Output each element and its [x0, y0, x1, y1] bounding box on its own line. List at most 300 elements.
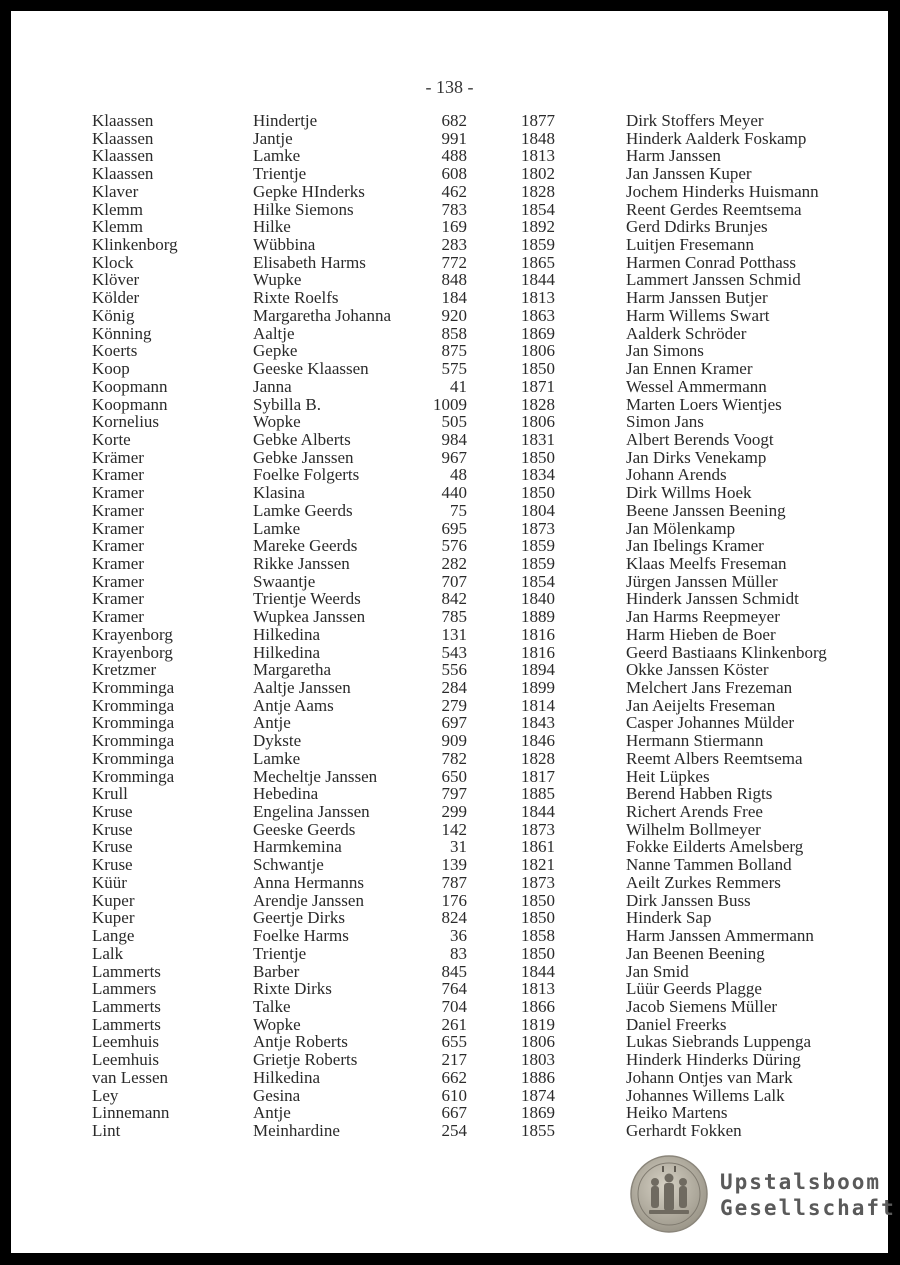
surname-cell: Kramer [92, 571, 144, 591]
spouse-cell: Jochem Hinderks Huismann [626, 181, 819, 201]
register-row [11, 838, 888, 856]
spouse-cell: Lammert Janssen Schmid [626, 270, 801, 290]
year-cell: 1850 [521, 483, 555, 503]
register-row [11, 466, 888, 484]
spouse-cell: Wilhelm Bollmeyer [626, 819, 761, 839]
register-row [11, 927, 888, 945]
register-row [11, 590, 888, 608]
given-name-cell: Janna [253, 376, 292, 396]
surname-cell: Krayenborg [92, 642, 173, 662]
register-row [11, 307, 888, 325]
spouse-cell: Heiko Martens [626, 1103, 728, 1123]
given-name-cell: Hebedina [253, 784, 319, 804]
spouse-cell: Reent Gerdes Reemtsema [626, 199, 802, 219]
register-row [11, 945, 888, 963]
spouse-cell: Geerd Bastiaans Klinkenborg [626, 642, 827, 662]
register-row [11, 679, 888, 697]
entry-number-cell: 254 [441, 1120, 467, 1140]
surname-cell: Klemm [92, 199, 143, 219]
register-row [11, 112, 888, 130]
surname-cell: Kromminga [92, 713, 175, 733]
spouse-cell: Jacob Siemens Müller [626, 996, 778, 1016]
year-cell: 1873 [521, 518, 555, 538]
spouse-cell: Jan Mölenkamp [626, 518, 736, 538]
year-cell: 1850 [521, 908, 555, 928]
spouse-cell: Casper Johannes Mülder [626, 713, 795, 733]
entry-number-cell: 610 [441, 1085, 467, 1105]
year-cell: 1840 [521, 589, 555, 609]
spouse-cell: Aeilt Zurkes Remmers [626, 872, 781, 892]
given-name-cell: Antje Aams [253, 695, 334, 715]
entry-number-cell: 299 [441, 802, 467, 822]
spouse-cell: Johann Arends [626, 465, 727, 485]
given-name-cell: Anna Hermanns [253, 872, 364, 892]
surname-cell: Leemhuis [92, 1032, 160, 1052]
given-name-cell: Schwantje [253, 855, 324, 875]
surname-cell: Ley [92, 1085, 119, 1105]
register-row [11, 218, 888, 236]
register-row [11, 661, 888, 679]
spouse-cell: Dirk Janssen Buss [626, 890, 751, 910]
register-row [11, 183, 888, 201]
spouse-cell: Gerd Ddirks Brunjes [626, 217, 768, 237]
surname-cell: Kruse [92, 819, 133, 839]
surname-cell: Kruse [92, 837, 133, 857]
entry-number-cell: 845 [441, 961, 467, 981]
entry-number-cell: 576 [441, 536, 467, 556]
spouse-cell: Albert Berends Voogt [626, 429, 774, 449]
entry-number-cell: 848 [441, 270, 467, 290]
spouse-cell: Okke Janssen Köster [626, 660, 769, 680]
entry-number-cell: 31 [450, 837, 467, 857]
given-name-cell: Klasina [253, 483, 305, 503]
given-name-cell: Rixte Dirks [253, 979, 332, 999]
given-name-cell: Wupke [253, 270, 302, 290]
spouse-cell: Jan Ennen Kramer [626, 359, 753, 379]
year-cell: 1834 [521, 465, 555, 485]
register-row [11, 555, 888, 573]
entry-number-cell: 787 [441, 872, 467, 892]
year-cell: 1850 [521, 890, 555, 910]
entry-number-cell: 556 [441, 660, 467, 680]
year-cell: 1850 [521, 943, 555, 963]
year-cell: 1859 [521, 553, 555, 573]
document-page [11, 11, 896, 1253]
register-table [11, 112, 888, 1140]
year-cell: 1850 [521, 359, 555, 379]
year-cell: 1814 [521, 695, 555, 715]
entry-number-cell: 682 [441, 111, 467, 130]
surname-cell: Kramer [92, 518, 144, 538]
year-cell: 1828 [521, 748, 555, 768]
register-row [11, 1051, 888, 1069]
entry-number-cell: 142 [441, 819, 467, 839]
given-name-cell: Geertje Dirks [253, 908, 346, 928]
given-name-cell: Grietje Roberts [253, 1050, 358, 1070]
year-cell: 1861 [521, 837, 555, 857]
year-cell: 1854 [521, 571, 555, 591]
surname-cell: Klöver [92, 270, 140, 290]
given-name-cell: Geeske Klaassen [253, 359, 369, 379]
spouse-cell: Jan Dirks Venekamp [626, 447, 767, 467]
year-cell: 1802 [521, 164, 555, 184]
register-row [11, 626, 888, 644]
given-name-cell: Hilkedina [253, 624, 321, 644]
surname-cell: Lammerts [92, 996, 161, 1016]
entry-number-cell: 462 [441, 181, 467, 201]
surname-cell: Lange [92, 926, 135, 946]
surname-cell: Lammers [92, 979, 157, 999]
surname-cell: Kromminga [92, 766, 175, 786]
year-cell: 1806 [521, 412, 555, 432]
surname-cell: Klaassen [92, 146, 154, 166]
entry-number-cell: 505 [441, 412, 467, 432]
entry-number-cell: 1009 [433, 394, 467, 414]
spouse-cell: Beene Janssen Beening [626, 500, 786, 520]
register-row [11, 1016, 888, 1034]
given-name-cell: Trientje [253, 164, 307, 184]
given-name-cell: Trientje [253, 943, 307, 963]
register-row [11, 768, 888, 786]
year-cell: 1831 [521, 429, 555, 449]
spouse-cell: Jan Smid [626, 961, 689, 981]
year-cell: 1843 [521, 713, 555, 733]
surname-cell: Lint [92, 1120, 121, 1140]
page-number: - 138 - [425, 77, 474, 97]
entry-number-cell: 707 [441, 571, 467, 591]
given-name-cell: Hilkedina [253, 642, 321, 662]
spouse-cell: Heit Lüpkes [626, 766, 710, 786]
entry-number-cell: 440 [441, 483, 467, 503]
entry-number-cell: 176 [441, 890, 467, 910]
given-name-cell: Jantje [253, 128, 293, 148]
spouse-cell: Harm Janssen Butjer [626, 288, 768, 308]
year-cell: 1846 [521, 731, 555, 751]
surname-cell: Koop [92, 359, 130, 379]
surname-cell: Kölder [92, 288, 140, 308]
given-name-cell: Aaltje Janssen [253, 678, 351, 697]
given-name-cell: Rikke Janssen [253, 553, 350, 573]
surname-cell: Leemhuis [92, 1050, 160, 1070]
surname-cell: Kuper [92, 890, 135, 910]
surname-cell: Klinkenborg [92, 235, 178, 255]
year-cell: 1816 [521, 642, 555, 662]
entry-number-cell: 667 [441, 1103, 467, 1123]
register-row [11, 1087, 888, 1105]
year-cell: 1844 [521, 961, 555, 981]
entry-number-cell: 920 [441, 305, 467, 325]
register-row [11, 484, 888, 502]
given-name-cell: Geeske Geerds [253, 819, 356, 839]
surname-cell: Koerts [92, 341, 138, 361]
surname-cell: Lammerts [92, 961, 161, 981]
entry-number-cell: 875 [441, 341, 467, 361]
surname-cell: Küür [92, 872, 127, 892]
given-name-cell: Mecheltje Janssen [253, 766, 378, 786]
entry-number-cell: 261 [441, 1014, 467, 1034]
spouse-cell: Aalderk Schröder [626, 323, 747, 343]
surname-cell: Koopmann [92, 376, 168, 396]
given-name-cell: Aaltje [253, 323, 295, 343]
spouse-cell: Hermann Stiermann [626, 731, 764, 751]
given-name-cell: Gesina [253, 1085, 301, 1105]
entry-number-cell: 608 [441, 164, 467, 184]
entry-number-cell: 695 [441, 518, 467, 538]
surname-cell: Krämer [92, 447, 144, 467]
register-row [11, 856, 888, 874]
register-row [11, 271, 888, 289]
register-row [11, 289, 888, 307]
year-cell: 1874 [521, 1085, 555, 1105]
surname-cell: Kromminga [92, 678, 175, 697]
given-name-cell: Wopke [253, 1014, 301, 1034]
spouse-cell: Simon Jans [626, 412, 704, 432]
entry-number-cell: 284 [441, 678, 467, 697]
register-row [11, 520, 888, 538]
given-name-cell: Hindertje [253, 111, 318, 130]
spouse-cell: Harmen Conrad Potthass [626, 252, 796, 272]
register-row [11, 201, 888, 219]
register-row [11, 431, 888, 449]
year-cell: 1859 [521, 235, 555, 255]
spouse-cell: Luitjen Fresemann [626, 235, 754, 255]
entry-number-cell: 575 [441, 359, 467, 379]
year-cell: 1806 [521, 1032, 555, 1052]
entry-number-cell: 41 [450, 376, 467, 396]
entry-number-cell: 858 [441, 323, 467, 343]
logo-line-1: Upstalsboom [720, 1170, 882, 1194]
register-row [11, 750, 888, 768]
given-name-cell: Talke [253, 996, 291, 1016]
surname-cell: König [92, 305, 135, 325]
surname-cell: Klaassen [92, 128, 154, 148]
surname-cell: Kramer [92, 553, 144, 573]
given-name-cell: Arendje Janssen [253, 890, 364, 910]
year-cell: 1869 [521, 323, 555, 343]
year-cell: 1828 [521, 181, 555, 201]
surname-cell: Kramer [92, 536, 144, 556]
given-name-cell: Hilkedina [253, 1067, 321, 1087]
surname-cell: Klemm [92, 217, 143, 237]
given-name-cell: Harmkemina [253, 837, 342, 857]
spouse-cell: Johann Ontjes van Mark [626, 1067, 793, 1087]
entry-number-cell: 984 [441, 429, 467, 449]
year-cell: 1863 [521, 305, 555, 325]
entry-number-cell: 785 [441, 607, 467, 627]
year-cell: 1877 [521, 111, 555, 130]
register-row [11, 714, 888, 732]
spouse-cell: Gerhardt Fokken [626, 1120, 742, 1140]
surname-cell: Kromminga [92, 695, 175, 715]
given-name-cell: Gebke Alberts [253, 429, 351, 449]
entry-number-cell: 184 [441, 288, 467, 308]
year-cell: 1866 [521, 996, 555, 1016]
year-cell: 1854 [521, 199, 555, 219]
surname-cell: van Lessen [92, 1067, 169, 1087]
register-row [11, 165, 888, 183]
register-row [11, 537, 888, 555]
entry-number-cell: 824 [441, 908, 467, 928]
register-row [11, 573, 888, 591]
given-name-cell: Margaretha Johanna [253, 305, 391, 325]
surname-cell: Kramer [92, 589, 144, 609]
spouse-cell: Jan Harms Reepmeyer [626, 607, 780, 627]
given-name-cell: Lamke Geerds [253, 500, 353, 520]
surname-cell: Korte [92, 429, 131, 449]
spouse-cell: Harm Willems Swart [626, 305, 770, 325]
surname-cell: Könning [92, 323, 152, 343]
entry-number-cell: 697 [441, 713, 467, 733]
surname-cell: Kramer [92, 607, 144, 627]
spouse-cell: Hinderk Hinderks Düring [626, 1050, 801, 1070]
year-cell: 1899 [521, 678, 555, 697]
entry-number-cell: 36 [450, 926, 467, 946]
spouse-cell: Daniel Freerks [626, 1014, 727, 1034]
year-cell: 1873 [521, 872, 555, 892]
spouse-cell: Jan Simons [626, 341, 704, 361]
given-name-cell: Dykste [253, 731, 302, 751]
spouse-cell: Jan Aeijelts Freseman [626, 695, 776, 715]
year-cell: 1850 [521, 447, 555, 467]
entry-number-cell: 282 [441, 553, 467, 573]
register-row [11, 732, 888, 750]
register-row [11, 147, 888, 165]
year-cell: 1813 [521, 146, 555, 166]
spouse-cell: Reemt Albers Reemtsema [626, 748, 803, 768]
year-cell: 1892 [521, 217, 555, 237]
year-cell: 1844 [521, 270, 555, 290]
spouse-cell: Hinderk Sap [626, 908, 712, 928]
register-row [11, 697, 888, 715]
given-name-cell: Engelina Janssen [253, 802, 370, 822]
spouse-cell: Fokke Eilderts Amelsberg [626, 837, 804, 857]
surname-cell: Kramer [92, 465, 144, 485]
entry-number-cell: 217 [441, 1050, 467, 1070]
given-name-cell: Foelke Folgerts [253, 465, 360, 485]
surname-cell: Linnemann [92, 1103, 170, 1123]
entry-number-cell: 75 [450, 500, 467, 520]
spouse-cell: Klaas Meelfs Freseman [626, 553, 787, 573]
entry-number-cell: 662 [441, 1067, 467, 1087]
surname-cell: Koopmann [92, 394, 168, 414]
given-name-cell: Mareke Geerds [253, 536, 358, 556]
spouse-cell: Jan Janssen Kuper [626, 164, 752, 184]
given-name-cell: Elisabeth Harms [253, 252, 366, 272]
year-cell: 1894 [521, 660, 555, 680]
year-cell: 1817 [521, 766, 555, 786]
register-row [11, 396, 888, 414]
spouse-cell: Lukas Siebrands Luppenga [626, 1032, 812, 1052]
entry-number-cell: 782 [441, 748, 467, 768]
given-name-cell: Lamke [253, 146, 301, 166]
year-cell: 1871 [521, 376, 555, 396]
surname-cell: Kornelius [92, 412, 160, 432]
year-cell: 1816 [521, 624, 555, 644]
given-name-cell: Margaretha [253, 660, 332, 680]
register-row [11, 998, 888, 1016]
register-row [11, 821, 888, 839]
year-cell: 1813 [521, 288, 555, 308]
given-name-cell: Wopke [253, 412, 301, 432]
register-row [11, 449, 888, 467]
spouse-cell: Jürgen Janssen Müller [626, 571, 778, 591]
register-row [11, 803, 888, 821]
given-name-cell: Gebke Janssen [253, 447, 354, 467]
year-cell: 1855 [521, 1120, 555, 1140]
entry-number-cell: 650 [441, 766, 467, 786]
register-row [11, 1069, 888, 1087]
spouse-cell: Harm Janssen [626, 146, 721, 166]
surname-cell: Kromminga [92, 748, 175, 768]
entry-number-cell: 764 [441, 979, 467, 999]
spouse-cell: Jan Ibelings Kramer [626, 536, 764, 556]
entry-number-cell: 488 [441, 146, 467, 166]
surname-cell: Kretzmer [92, 660, 157, 680]
year-cell: 1869 [521, 1103, 555, 1123]
register-row [11, 342, 888, 360]
entry-number-cell: 131 [441, 624, 467, 644]
entry-number-cell: 704 [441, 996, 467, 1016]
entry-number-cell: 283 [441, 235, 467, 255]
surname-cell: Krull [92, 784, 128, 804]
given-name-cell: Antje Roberts [253, 1032, 348, 1052]
register-row [11, 874, 888, 892]
surname-cell: Klaassen [92, 111, 154, 130]
spouse-cell: Jan Beenen Beening [626, 943, 765, 963]
surname-cell: Krayenborg [92, 624, 173, 644]
year-cell: 1828 [521, 394, 555, 414]
spouse-cell: Berend Habben Rigts [626, 784, 773, 804]
given-name-cell: Foelke Harms [253, 926, 349, 946]
year-cell: 1889 [521, 607, 555, 627]
year-cell: 1821 [521, 855, 555, 875]
entry-number-cell: 797 [441, 784, 467, 804]
register-row [11, 608, 888, 626]
entry-number-cell: 543 [441, 642, 467, 662]
spouse-cell: Dirk Stoffers Meyer [626, 111, 764, 130]
entry-number-cell: 783 [441, 199, 467, 219]
given-name-cell: Trientje Weerds [253, 589, 361, 609]
year-cell: 1858 [521, 926, 555, 946]
register-row [11, 325, 888, 343]
given-name-cell: Hilke [253, 217, 291, 237]
register-row [11, 892, 888, 910]
spouse-cell: Harm Hieben de Boer [626, 624, 776, 644]
logo-line-2: Gesellschaft [720, 1196, 896, 1220]
entry-number-cell: 842 [441, 589, 467, 609]
register-row [11, 360, 888, 378]
given-name-cell: Rixte Roelfs [253, 288, 339, 308]
given-name-cell: Antje [253, 1103, 291, 1123]
entry-number-cell: 991 [441, 128, 467, 148]
given-name-cell: Antje [253, 713, 291, 733]
surname-cell: Kuper [92, 908, 135, 928]
spouse-cell: Marten Loers Wientjes [626, 394, 782, 414]
given-name-cell: Barber [253, 961, 300, 981]
spouse-cell: Wessel Ammermann [626, 376, 767, 396]
entry-number-cell: 83 [450, 943, 467, 963]
register-row [11, 785, 888, 803]
year-cell: 1865 [521, 252, 555, 272]
register-row [11, 378, 888, 396]
surname-cell: Klaver [92, 181, 139, 201]
surname-cell: Kruse [92, 855, 133, 875]
entry-number-cell: 279 [441, 695, 467, 715]
register-row [11, 254, 888, 272]
register-row [11, 980, 888, 998]
year-cell: 1803 [521, 1050, 555, 1070]
register-row [11, 963, 888, 981]
